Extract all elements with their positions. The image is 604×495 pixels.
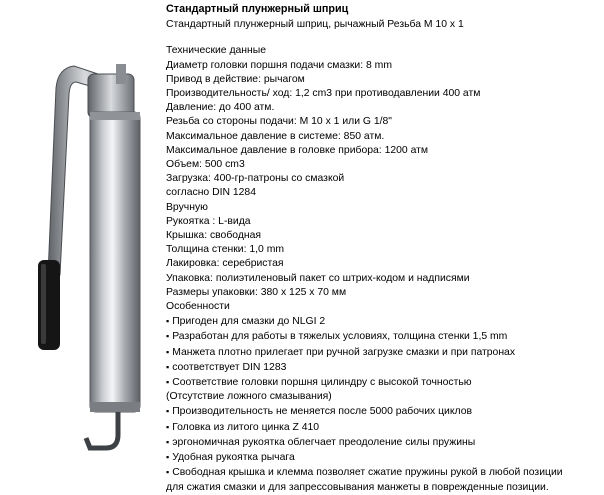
spec-line: Производительность/ ход: 1,2 cm3 при противодавлении 400 атм <box>166 88 481 100</box>
features-list <box>166 314 602 494</box>
feature-item: ▪ Головка из литого цинка Z 410 <box>166 420 602 435</box>
spec-line: Лакировка: серебристая <box>166 258 284 270</box>
spec-line: Упаковка: полиэтиленовый пакет со штрих-кодом и надписями <box>166 272 470 284</box>
spec-line: Максимальное давление в головке прибора: 1200 атм <box>166 144 429 156</box>
spec-line: Диаметр головки поршня подачи смазки: 8 mm <box>166 59 392 71</box>
spec-line: Объем: 500 cm3 <box>166 159 245 171</box>
feature-item: для сжатия смазки и для запрессовывания манжеты в поврежденные позиции. <box>166 481 549 493</box>
feature-item: ▪ Разработан для работы в тяжелых условиях, толщина стенки 1,5 mm <box>166 329 602 344</box>
spec-line: Особенности <box>166 301 230 313</box>
spec-line: согласно DIN 1284 <box>166 187 256 199</box>
feature-item: ▪ Свободная крышка и клемма позволяет сжатие пружины рукой в любой позиции <box>166 465 602 480</box>
spec-line: Привод в действие: рычагом <box>166 73 305 85</box>
spec-line: Крышка: свободная <box>166 230 262 242</box>
spec-line: Толщина стенки: 1,0 mm <box>166 244 285 256</box>
spec-line: Давление: до 400 атм. <box>166 102 275 114</box>
product-title: Стандартный плунжерный шприц <box>166 3 349 15</box>
product-subtitle: Стандартный плунжерный шприц, рычажный Резьба М 10 х 1 <box>166 19 464 31</box>
product-description <box>166 0 602 495</box>
feature-item: ▪ Производительность не меняется после 5000 рабочих циклов <box>166 404 602 419</box>
specs-list <box>166 44 602 314</box>
feature-item: ▪ Соответствие головки поршня цилиндру с высокой точностью <box>166 375 602 390</box>
feature-item: ▪ Манжета плотно прилегает при ручной загрузке смазки и при патронах <box>166 345 602 360</box>
grease-gun-image <box>30 50 160 470</box>
spec-line: Загрузка: 400-гр-патроны со смазкой <box>166 173 345 185</box>
feature-item: ▪ соответствует DIN 1283 <box>166 360 602 375</box>
spec-line: Рукоятка : L-вида <box>166 215 251 227</box>
spec-line: Максимальное давление в системе: 850 атм. <box>166 130 385 142</box>
spec-line: Резьба со стороны подачи: М 10 х 1 или G 1/8" <box>166 116 393 128</box>
spec-line: Технические данные <box>166 45 267 57</box>
spec-line: Вручную <box>166 201 208 213</box>
feature-item: ▪ Пригоден для смазки до NLGI 2 <box>166 314 602 329</box>
feature-item: ▪ эргономичная рукоятка облегчает преодоление силы пружины <box>166 435 602 450</box>
feature-item: ▪ Удобная рукоятка рычага <box>166 450 602 465</box>
spec-line: Размеры упаковки: 380 х 125 х 70 мм <box>166 286 347 298</box>
feature-item: (Отсутствие ложного смазывания) <box>166 391 332 403</box>
